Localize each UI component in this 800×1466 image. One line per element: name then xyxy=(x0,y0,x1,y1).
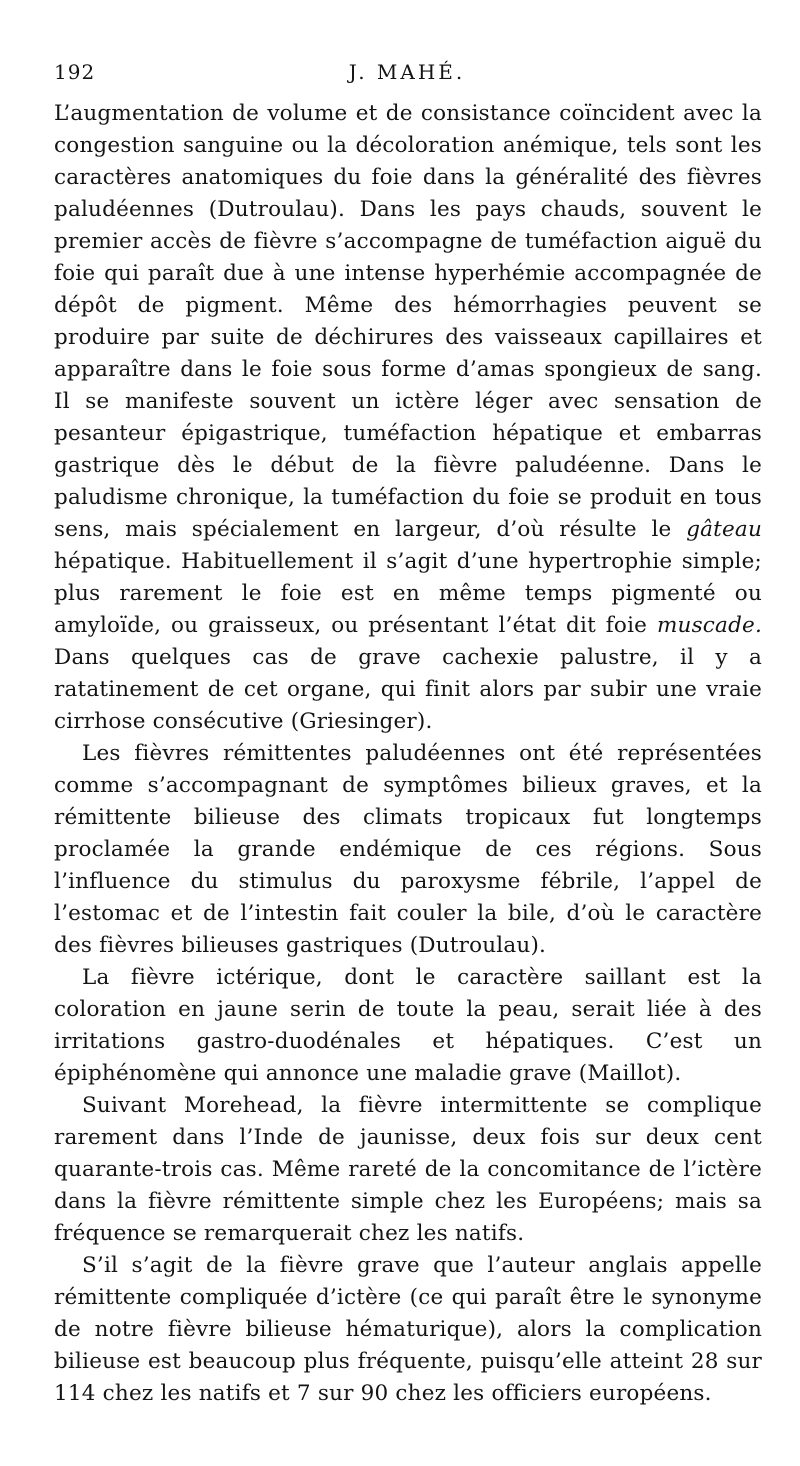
paragraph-liver-anatomy xyxy=(54,98,762,738)
running-head xyxy=(54,60,760,90)
body-text xyxy=(54,98,762,1410)
page-number: 192 xyxy=(54,60,96,84)
paragraph-complicated-remittent: S’il s’agit de la fièvre grave que l’auteur anglais appelle rémittente compliquée d’ictère (ce qui paraît être le synonyme de notre fièvre bilieuse hématurique), alors la complication bilieuse est beaucoup plus fréquente, puisqu’elle atteint 28 sur 114 chez les natifs et 7 sur 90 chez les officiers européens. xyxy=(54,1253,762,1406)
italic-term-gateau: gâteau xyxy=(686,517,762,542)
italic-term-muscade: muscade. xyxy=(656,613,762,638)
text-segment: hépatique. Habituellement il s’agit d’une hypertrophie simple; plus rarement le foie est en même temps pigmenté ou amyloïde, ou graisseux, ou présentant l’état dit foie xyxy=(54,549,762,638)
text-segment: L’augmentation de volume et de consistance coïncident avec la congestion sanguine ou la décoloration anémique, tels sont les caractères anatomiques du foie dans la généralité des fièvres paludéennes (Dutroulau). Dans les pays chauds, souvent le premier accès de fièvre s’accompagne de tuméfaction aiguë du foie qui paraît due à une intense hyperhémie accompagnée de dépôt de pigment. Même des hémorrhagies peuvent se produire par suite de déchirures des vaisseaux capillaires et apparaître dans le foie sous forme d’amas spongieux de sang. Il se manifeste souvent un ictère léger avec sensation de pesanteur épigastrique, tuméfaction hépatique et embarras gastrique dès le début de la fièvre paludéenne. Dans le paludisme chronique, la tuméfaction du foie se produit en tous sens, mais spécialement en largeur, d’où résulte le xyxy=(54,101,762,542)
paragraph-remittent-fevers: Les fièvres rémittentes paludéennes ont été représentées comme s’accompagnant de symptômes bilieux graves, et la rémittente bilieuse des climats tropicaux fut longtemps proclamée la grande endémique de ces régions. Sous l’influence du stimulus du paroxysme fébrile, l’appel de l’estomac et de l’intestin fait couler la bile, d’où le caractère des fièvres bilieuses gastriques (Dutroulau). xyxy=(54,741,762,958)
text-segment: Dans quelques cas de grave cachexie palustre, il y a ratatinement de cet organe, qui finit alors par subir une vraie cirrhose consécutive (Griesinger). xyxy=(54,645,762,734)
running-title: J. MAHÉ. xyxy=(348,60,466,84)
paragraph-morehead: Suivant Morehead, la fièvre intermittente se complique rarement dans l’Inde de jaunisse, deux fois sur deux cent quarante-trois cas. Même rareté de la concomitance de l’ictère dans la fièvre rémittente simple chez les Européens; mais sa fréquence se remarquerait chez les natifs. xyxy=(54,1093,762,1246)
paragraph-icteric-fever: La fièvre ictérique, dont le caractère saillant est la coloration en jaune serin de toute la peau, serait liée à des irritations gastro-duodénales et hépatiques. C’est un épiphénomène qui annonce une maladie grave (Maillot). xyxy=(54,965,762,1086)
